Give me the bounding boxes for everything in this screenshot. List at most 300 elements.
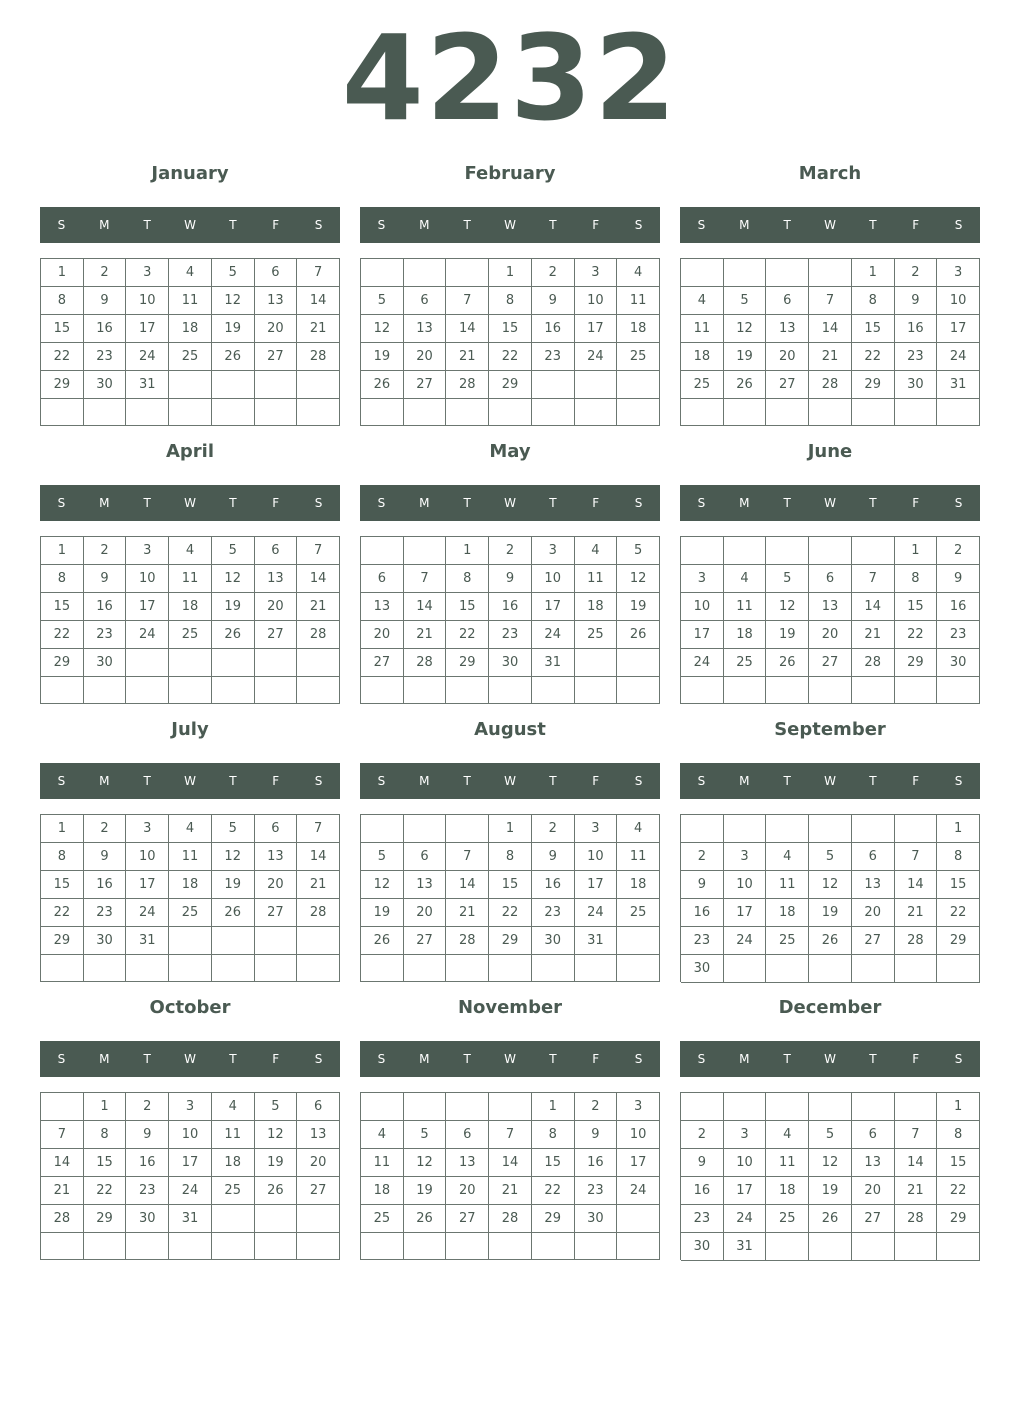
day-cell: 17 xyxy=(126,871,169,899)
day-cell: 20 xyxy=(255,871,298,899)
day-cell: 24 xyxy=(126,343,169,371)
day-cell: 12 xyxy=(255,1121,298,1149)
day-cell: 25 xyxy=(212,1177,255,1205)
day-cell: 16 xyxy=(681,1177,724,1205)
weekday-label: T xyxy=(869,218,877,232)
weekday-label: W xyxy=(504,774,516,788)
day-cell: 21 xyxy=(297,871,340,899)
day-cell: 18 xyxy=(169,315,212,343)
day-cell: 9 xyxy=(937,565,980,593)
empty-cell xyxy=(575,371,618,399)
day-cell: 27 xyxy=(404,371,447,399)
day-cell: 18 xyxy=(575,593,618,621)
empty-cell xyxy=(41,399,84,426)
weekday-label: W xyxy=(504,218,516,232)
day-cell: 22 xyxy=(84,1177,127,1205)
day-cell: 27 xyxy=(809,649,852,677)
weekday-label: T xyxy=(143,1052,151,1066)
day-cell: 15 xyxy=(895,593,938,621)
day-cell: 18 xyxy=(766,899,809,927)
day-cell: 31 xyxy=(575,927,618,955)
day-cell: 1 xyxy=(489,259,532,287)
empty-cell xyxy=(212,927,255,955)
day-cell: 29 xyxy=(937,1205,980,1233)
day-cell: 6 xyxy=(852,1121,895,1149)
day-cell: 27 xyxy=(255,621,298,649)
day-cell: 19 xyxy=(361,343,404,371)
day-cell: 1 xyxy=(41,259,84,287)
day-cell: 10 xyxy=(126,843,169,871)
day-cell: 28 xyxy=(404,649,447,677)
day-cell: 14 xyxy=(404,593,447,621)
day-cell: 21 xyxy=(895,1177,938,1205)
empty-cell xyxy=(895,955,938,983)
empty-cell xyxy=(724,537,767,565)
day-cell: 26 xyxy=(724,371,767,399)
weekday-label: T xyxy=(229,496,237,510)
weekday-label: M xyxy=(99,774,110,788)
day-cell: 12 xyxy=(809,1149,852,1177)
empty-cell xyxy=(724,1093,767,1121)
day-cell: 24 xyxy=(169,1177,212,1205)
day-cell: 16 xyxy=(532,871,575,899)
empty-cell xyxy=(446,1093,489,1121)
day-cell: 5 xyxy=(212,815,255,843)
day-cell: 6 xyxy=(255,815,298,843)
empty-cell xyxy=(297,677,340,704)
day-cell: 7 xyxy=(895,1121,938,1149)
day-cell: 16 xyxy=(895,315,938,343)
empty-cell xyxy=(126,1233,169,1260)
empty-cell xyxy=(681,1093,724,1121)
day-cell: 3 xyxy=(126,815,169,843)
weekday-label: F xyxy=(912,496,920,510)
day-cell: 12 xyxy=(766,593,809,621)
day-cell: 11 xyxy=(169,565,212,593)
day-cell: 27 xyxy=(361,649,404,677)
day-cell: 15 xyxy=(446,593,489,621)
day-cell: 17 xyxy=(724,1177,767,1205)
empty-cell xyxy=(809,399,852,426)
empty-cell xyxy=(446,1233,489,1260)
day-cell: 10 xyxy=(724,1149,767,1177)
day-cell: 8 xyxy=(446,565,489,593)
weekday-label: T xyxy=(463,218,471,232)
day-cell: 19 xyxy=(766,621,809,649)
day-cell: 18 xyxy=(169,871,212,899)
day-cell: 21 xyxy=(895,899,938,927)
day-cell: 24 xyxy=(617,1177,660,1205)
day-grid xyxy=(360,258,660,426)
day-cell: 12 xyxy=(212,287,255,315)
day-cell: 30 xyxy=(681,1233,724,1261)
day-cell: 1 xyxy=(852,259,895,287)
day-cell: 12 xyxy=(724,315,767,343)
empty-cell xyxy=(404,815,447,843)
empty-cell xyxy=(84,399,127,426)
day-cell: 17 xyxy=(126,593,169,621)
day-cell: 6 xyxy=(255,537,298,565)
day-cell: 26 xyxy=(809,927,852,955)
day-cell: 26 xyxy=(212,343,255,371)
day-cell: 17 xyxy=(126,315,169,343)
empty-cell xyxy=(681,815,724,843)
empty-cell xyxy=(766,677,809,704)
day-cell: 3 xyxy=(126,537,169,565)
weekday-label: F xyxy=(592,218,600,232)
weekday-header xyxy=(680,1041,980,1077)
weekday-label: S xyxy=(697,774,706,788)
empty-cell xyxy=(361,1093,404,1121)
day-cell: 23 xyxy=(489,621,532,649)
day-cell: 8 xyxy=(489,287,532,315)
day-cell: 12 xyxy=(809,871,852,899)
weekday-label: S xyxy=(954,774,963,788)
day-cell: 20 xyxy=(766,343,809,371)
day-grid xyxy=(40,258,340,426)
weekday-label: M xyxy=(739,218,750,232)
month-title: September xyxy=(774,719,886,740)
day-cell: 25 xyxy=(681,371,724,399)
day-cell: 9 xyxy=(84,565,127,593)
weekday-label: T xyxy=(783,218,791,232)
day-cell: 2 xyxy=(681,1121,724,1149)
month-title: December xyxy=(778,997,882,1018)
day-cell: 1 xyxy=(41,815,84,843)
day-cell: 13 xyxy=(446,1149,489,1177)
day-cell: 20 xyxy=(852,899,895,927)
day-cell: 3 xyxy=(532,537,575,565)
day-cell: 21 xyxy=(41,1177,84,1205)
day-cell: 3 xyxy=(575,815,618,843)
day-cell: 4 xyxy=(575,537,618,565)
day-cell: 26 xyxy=(212,621,255,649)
day-cell: 11 xyxy=(361,1149,404,1177)
day-cell: 7 xyxy=(297,537,340,565)
empty-cell xyxy=(617,371,660,399)
day-cell: 28 xyxy=(809,371,852,399)
empty-cell xyxy=(297,955,340,982)
day-cell: 22 xyxy=(895,621,938,649)
weekday-label: W xyxy=(184,218,196,232)
weekday-header xyxy=(40,485,340,521)
weekday-label: F xyxy=(272,774,280,788)
day-cell: 5 xyxy=(809,1121,852,1149)
day-cell: 19 xyxy=(212,315,255,343)
day-cell: 14 xyxy=(852,593,895,621)
day-cell: 18 xyxy=(169,593,212,621)
day-cell: 9 xyxy=(126,1121,169,1149)
day-cell: 22 xyxy=(41,899,84,927)
weekday-header xyxy=(680,207,980,243)
day-cell: 10 xyxy=(724,871,767,899)
day-cell: 26 xyxy=(766,649,809,677)
day-cell: 2 xyxy=(681,843,724,871)
year-title: 4232 xyxy=(341,9,679,147)
empty-cell xyxy=(169,927,212,955)
month-title: January xyxy=(151,163,229,184)
day-cell: 11 xyxy=(766,1149,809,1177)
empty-cell xyxy=(852,1233,895,1261)
weekday-header xyxy=(40,763,340,799)
weekday-label: T xyxy=(869,1052,877,1066)
empty-cell xyxy=(895,399,938,426)
day-cell: 17 xyxy=(532,593,575,621)
day-cell: 14 xyxy=(895,1149,938,1177)
empty-cell xyxy=(766,537,809,565)
day-cell: 21 xyxy=(297,593,340,621)
day-cell: 22 xyxy=(937,1177,980,1205)
day-cell: 2 xyxy=(895,259,938,287)
empty-cell xyxy=(41,1093,84,1121)
weekday-label: T xyxy=(783,1052,791,1066)
day-cell: 27 xyxy=(446,1205,489,1233)
empty-cell xyxy=(41,677,84,704)
weekday-label: T xyxy=(143,218,151,232)
day-cell: 10 xyxy=(617,1121,660,1149)
day-cell: 16 xyxy=(84,871,127,899)
day-cell: 9 xyxy=(532,287,575,315)
weekday-label: T xyxy=(869,774,877,788)
empty-cell xyxy=(297,1233,340,1260)
day-cell: 25 xyxy=(169,621,212,649)
day-cell: 11 xyxy=(724,593,767,621)
day-cell: 19 xyxy=(809,1177,852,1205)
day-cell: 23 xyxy=(84,621,127,649)
day-cell: 7 xyxy=(297,259,340,287)
day-cell: 29 xyxy=(41,649,84,677)
day-cell: 13 xyxy=(255,287,298,315)
day-cell: 27 xyxy=(255,899,298,927)
empty-cell xyxy=(681,259,724,287)
weekday-label: F xyxy=(272,1052,280,1066)
day-cell: 24 xyxy=(532,621,575,649)
day-cell: 20 xyxy=(297,1149,340,1177)
day-cell: 21 xyxy=(404,621,447,649)
empty-cell xyxy=(766,815,809,843)
day-cell: 19 xyxy=(212,593,255,621)
day-cell: 3 xyxy=(937,259,980,287)
empty-cell xyxy=(169,371,212,399)
empty-cell xyxy=(852,399,895,426)
weekday-label: S xyxy=(377,218,386,232)
day-grid xyxy=(680,814,980,982)
month-title: July xyxy=(171,719,209,740)
day-cell: 8 xyxy=(41,287,84,315)
day-cell: 1 xyxy=(489,815,532,843)
weekday-label: T xyxy=(229,218,237,232)
day-cell: 8 xyxy=(489,843,532,871)
day-cell: 29 xyxy=(84,1205,127,1233)
day-cell: 11 xyxy=(766,871,809,899)
day-cell: 17 xyxy=(617,1149,660,1177)
weekday-label: S xyxy=(57,496,66,510)
day-cell: 6 xyxy=(297,1093,340,1121)
empty-cell xyxy=(446,399,489,426)
day-cell: 7 xyxy=(852,565,895,593)
day-cell: 6 xyxy=(766,287,809,315)
empty-cell xyxy=(361,1233,404,1260)
day-cell: 30 xyxy=(84,371,127,399)
day-cell: 15 xyxy=(41,593,84,621)
weekday-label: W xyxy=(824,1052,836,1066)
weekday-label: S xyxy=(954,1052,963,1066)
day-cell: 17 xyxy=(724,899,767,927)
day-cell: 25 xyxy=(724,649,767,677)
day-cell: 5 xyxy=(809,843,852,871)
empty-cell xyxy=(489,677,532,704)
day-cell: 7 xyxy=(446,843,489,871)
day-cell: 12 xyxy=(361,871,404,899)
day-cell: 20 xyxy=(809,621,852,649)
empty-cell xyxy=(489,1233,532,1260)
empty-cell xyxy=(255,955,298,982)
weekday-label: F xyxy=(912,1052,920,1066)
day-cell: 5 xyxy=(361,843,404,871)
weekday-label: M xyxy=(739,1052,750,1066)
day-cell: 17 xyxy=(575,871,618,899)
empty-cell xyxy=(575,677,618,704)
day-cell: 9 xyxy=(575,1121,618,1149)
day-cell: 3 xyxy=(681,565,724,593)
day-cell: 10 xyxy=(126,565,169,593)
day-cell: 15 xyxy=(41,871,84,899)
day-cell: 23 xyxy=(681,927,724,955)
day-cell: 4 xyxy=(617,259,660,287)
day-cell: 5 xyxy=(404,1121,447,1149)
day-cell: 1 xyxy=(446,537,489,565)
empty-cell xyxy=(41,1233,84,1260)
empty-cell xyxy=(212,1205,255,1233)
day-cell: 17 xyxy=(575,315,618,343)
day-cell: 15 xyxy=(532,1149,575,1177)
day-cell: 8 xyxy=(532,1121,575,1149)
day-cell: 11 xyxy=(169,287,212,315)
day-cell: 15 xyxy=(489,315,532,343)
day-cell: 6 xyxy=(255,259,298,287)
day-cell: 8 xyxy=(41,843,84,871)
day-cell: 12 xyxy=(404,1149,447,1177)
empty-cell xyxy=(404,1233,447,1260)
day-cell: 7 xyxy=(489,1121,532,1149)
empty-cell xyxy=(404,259,447,287)
empty-cell xyxy=(937,955,980,983)
day-cell: 10 xyxy=(169,1121,212,1149)
day-cell: 22 xyxy=(532,1177,575,1205)
day-cell: 4 xyxy=(766,843,809,871)
empty-cell xyxy=(297,927,340,955)
day-cell: 23 xyxy=(895,343,938,371)
day-cell: 6 xyxy=(404,843,447,871)
weekday-label: W xyxy=(184,1052,196,1066)
day-cell: 13 xyxy=(255,843,298,871)
empty-cell xyxy=(617,927,660,955)
day-cell: 5 xyxy=(212,537,255,565)
day-cell: 20 xyxy=(404,899,447,927)
empty-cell xyxy=(617,1205,660,1233)
empty-cell xyxy=(895,1233,938,1261)
day-cell: 7 xyxy=(297,815,340,843)
day-cell: 7 xyxy=(809,287,852,315)
day-cell: 25 xyxy=(617,343,660,371)
day-cell: 26 xyxy=(361,371,404,399)
day-cell: 16 xyxy=(84,593,127,621)
weekday-label: M xyxy=(419,496,430,510)
weekday-label: W xyxy=(504,496,516,510)
day-cell: 16 xyxy=(575,1149,618,1177)
weekday-label: T xyxy=(463,1052,471,1066)
empty-cell xyxy=(852,677,895,704)
empty-cell xyxy=(255,927,298,955)
weekday-label: S xyxy=(634,774,643,788)
weekday-label: W xyxy=(824,218,836,232)
day-cell: 4 xyxy=(169,537,212,565)
day-cell: 30 xyxy=(681,955,724,983)
day-cell: 26 xyxy=(361,927,404,955)
weekday-label: S xyxy=(634,1052,643,1066)
day-grid xyxy=(40,1092,340,1260)
day-cell: 21 xyxy=(852,621,895,649)
day-cell: 2 xyxy=(532,259,575,287)
day-cell: 10 xyxy=(575,843,618,871)
weekday-label: F xyxy=(592,496,600,510)
day-cell: 3 xyxy=(724,1121,767,1149)
day-cell: 26 xyxy=(809,1205,852,1233)
day-cell: 29 xyxy=(852,371,895,399)
empty-cell xyxy=(126,955,169,982)
day-cell: 18 xyxy=(681,343,724,371)
weekday-label: M xyxy=(419,774,430,788)
empty-cell xyxy=(212,399,255,426)
day-cell: 11 xyxy=(212,1121,255,1149)
empty-cell xyxy=(532,955,575,982)
month-title: March xyxy=(798,163,862,184)
day-cell: 25 xyxy=(766,927,809,955)
day-grid xyxy=(680,1092,980,1260)
day-cell: 4 xyxy=(169,815,212,843)
empty-cell xyxy=(724,815,767,843)
day-cell: 14 xyxy=(297,843,340,871)
day-cell: 22 xyxy=(41,621,84,649)
day-grid xyxy=(360,814,660,982)
day-cell: 28 xyxy=(895,1205,938,1233)
empty-cell xyxy=(617,649,660,677)
day-cell: 1 xyxy=(532,1093,575,1121)
day-cell: 21 xyxy=(489,1177,532,1205)
day-cell: 27 xyxy=(852,1205,895,1233)
day-cell: 7 xyxy=(446,287,489,315)
day-cell: 14 xyxy=(41,1149,84,1177)
weekday-label: F xyxy=(272,496,280,510)
day-cell: 22 xyxy=(446,621,489,649)
month-title: October xyxy=(149,997,231,1018)
weekday-label: F xyxy=(912,774,920,788)
day-cell: 8 xyxy=(41,565,84,593)
day-cell: 26 xyxy=(404,1205,447,1233)
day-cell: 3 xyxy=(126,259,169,287)
day-cell: 7 xyxy=(404,565,447,593)
weekday-label: T xyxy=(783,496,791,510)
day-cell: 4 xyxy=(724,565,767,593)
day-cell: 13 xyxy=(361,593,404,621)
day-cell: 3 xyxy=(575,259,618,287)
empty-cell xyxy=(809,955,852,983)
day-cell: 2 xyxy=(937,537,980,565)
empty-cell xyxy=(212,955,255,982)
day-cell: 10 xyxy=(575,287,618,315)
day-cell: 4 xyxy=(169,259,212,287)
day-cell: 4 xyxy=(617,815,660,843)
